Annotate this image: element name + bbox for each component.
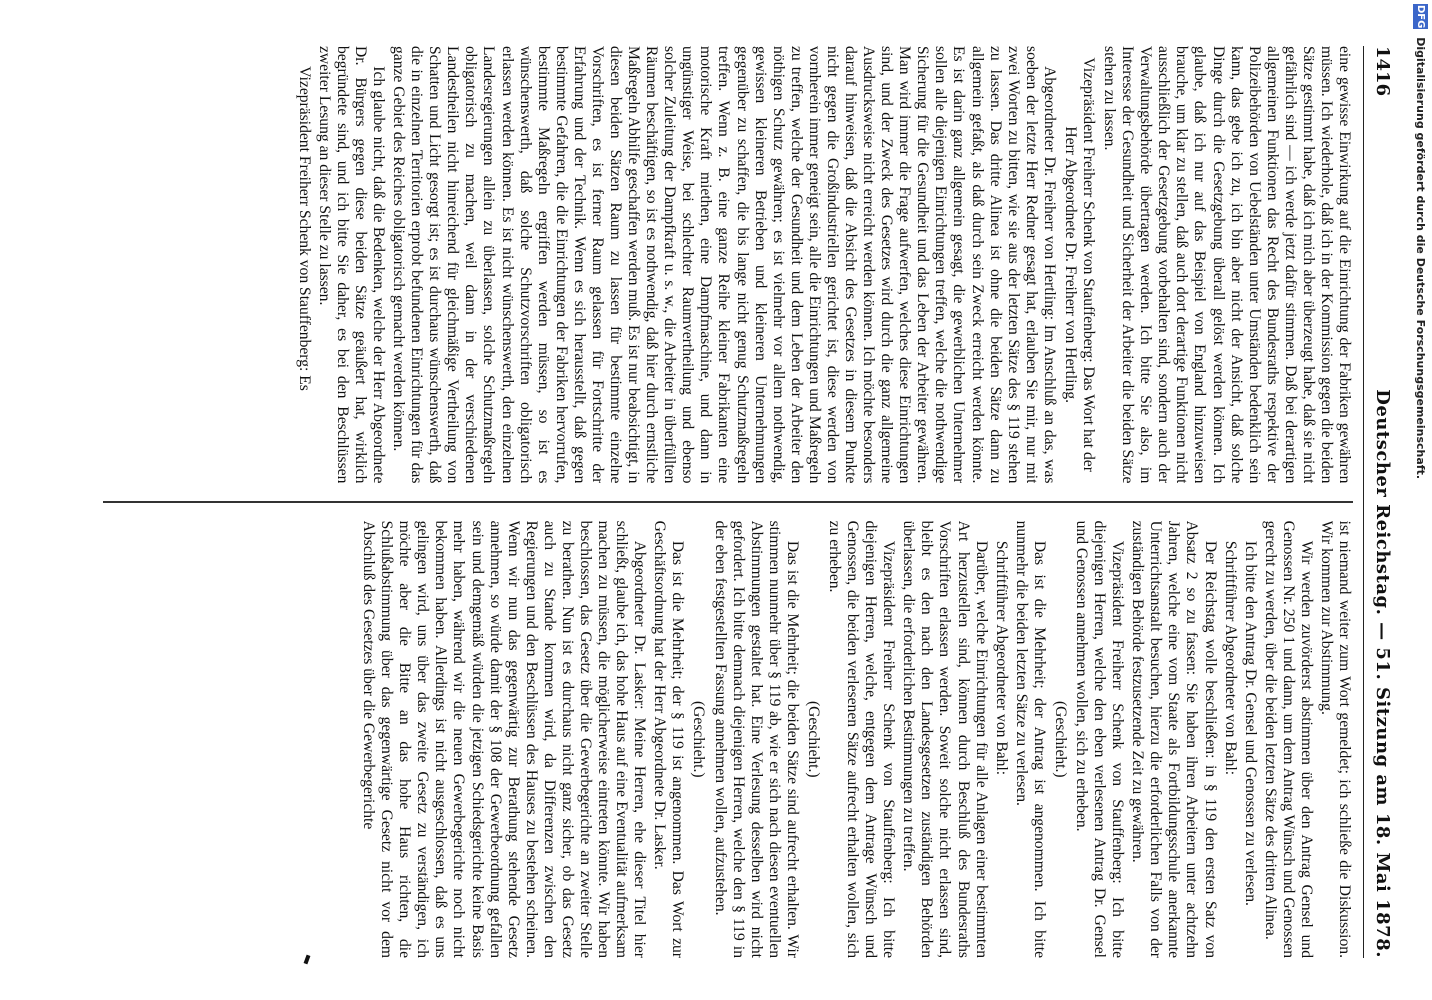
right-column — [103, 521, 1353, 958]
left-column — [103, 46, 1353, 483]
paragraph: Wir werden zuvörderst abstimmen über den Antrag Gensel und Genossen Nr. 250 1 und dann, um dem Antrag Wünsch und Genossen gerecht zu werden, über die beiden letzten Sätze des dritten Alinea. — [1261, 520, 1315, 958]
stage-direction: (Geschieht.) — [1051, 700, 1069, 778]
motion-text: Darüber, welche Einrichtungen für alle Anlagen einer bestimmten Art herzustellen sind, können durch Beschluß des Bundesraths Vorschriften erlassen werden. Soweit solche nicht erlassen sind, bleibt es den nach den Landesgesetzen zuständigen Behörden überlassen, die erforderlichen Bestimmungen zu treffen. — [900, 520, 990, 958]
paragraph: ist niemand weiter zum Wort gemeldet; ich schließe die Diskussion. Wir kommen zur Abstimmung. — [1318, 520, 1354, 958]
digitization-credit — [1413, 4, 1428, 479]
stage-direction: (Geschieht.) — [690, 700, 708, 778]
page-number: 1416 — [1372, 46, 1393, 97]
paragraph: Abgeordneter Dr. Lasker: Meine Herren, ehe dieser Titel hier schließt, glaube ich, das hohe Haus auf eine Eventualität aufmerksam machen zu müssen, die möglicherweise eintreten könnte. Wir haben beschlossen, das Gesetz über die Gewerbegerichte an zweiter Stelle zu berathen. Nun ist es durchaus nicht ganz sicher, ob das Gesetz auch zu Stande kommen wird, da Differenzen zwischen den Regierungen und den Beschlüssen des Hauses zu bestehen scheinen. Wenn wir nun das gegenwärtig zur Berathung stehende Gesetz annehmen, so würde damit der § 108 der Gewerbeordnung gefallen sein und demgemäß würden die jetzigen Schiedsgerichte keine Basis mehr haben, während wir die neuen Gewerbegerichte noch nicht bekommen haben. Allerdings ist nicht ausgeschlossen, daß es uns gelingen wird, uns über das zweite Gesetz zu verständigen, ich möchte aber die Bitte an das hohe Haus richten, die Schlußabstimmung über das gegenwärtige Gesetz nicht vor dem Abschluß des Gesetzes über die Gewerbegerichte — [360, 520, 649, 958]
speaker-heading: Vizepräsident Freiherr Schenk von Stauffenberg: Es — [295, 66, 313, 391]
dfg-logo: DFG — [1415, 5, 1426, 29]
speaker-heading: Vizepräsident Freiherr Schenk von Stauffenberg: Das Wort hat der Herr Abgeordnete Dr. Freiherr von Hertling. — [1061, 57, 1098, 472]
paragraph: Das ist die Mehrheit; die beiden Sätze sind aufrecht erhalten. Wir stimmen nunmehr über § 119 ab, wie er sich nach diesen eventuellen Abstimmungen gestaltet hat. Eine Verlesung desselben wird nicht gefordert. Ich bitte demnach diejenigen Herren, welche den § 119 in der eben festgestellten Fassung annehmen wollen, aufzustehen. — [711, 520, 801, 958]
two-column-body — [103, 46, 1353, 958]
speaker-heading: Schriftführer Abgeordneter von Bahl: — [992, 540, 1010, 776]
paragraph: Ich bitte den Antrag Dr. Gensel und Genossen zu verlesen. — [1241, 540, 1259, 906]
page-title: Deutscher Reichstag. — 51. Sitzung am 18. Mai 1878. — [1372, 389, 1393, 958]
page-header — [1363, 46, 1392, 958]
credit-text: Digitalisierung gefördert durch die Deutsche Forschungsgemeinschaft. — [1414, 37, 1427, 480]
column-divider — [103, 501, 1353, 502]
motion-text: Der Reichstag wolle beschließen: in § 119 den ersten Satz von Absatz 2 so zu fassen: Sie haben ihren Arbeitern unter achtzehn Jahren, welche eine vom Staate als Fortbildungsschule anerkannte Unterrichtsanstalt besuchen, hierzu die erforderlichen Falls von der zuständigen Behörde festzusetzende Zeit zu gewähren. — [1129, 520, 1219, 958]
paragraph: Das ist die Mehrheit; der Antrag ist angenommen. Ich bitte nunmehr die beiden letzten Sätze zu verlesen. — [1012, 520, 1048, 958]
paragraph: Abgeordneter Dr. Freiherr von Hertling: Im Anschluß an das, was soeben der letzte Herr Redner gesagt hat, erlauben Sie mir, nur mit zwei Worten zu bitten, wie sie aus der letzten Sätze des § 119 stehen zu lassen. Das dritte Alinea ist ohne die beiden Sätze dann zu allgemein gefaßt, als daß durch sein Zweck erreicht werden könnte. Es ist darin ganz allgemein gesagt, die gewerblichen Unternehmer sollen alle diejenigen Einrichtungen treffen, welche die nothwendige Sicherung für die Gesundheit und das Leben der Arbeiter gewähren. Man wird immer die Frage aufwerfen, welches diese Einrichtungen sind, und der Zweck des Gesetzes wird durch die ganz allgemeine Ausdrucksweise nicht erreicht werden können. Ich möchte besonders darauf hinweisen, daß die Absicht des Gesetzes in diesem Punkte nicht gegen die Großindustriellen gerichtet ist, diese werden von vornherein immer geneigt sein, alle die Einrichtungen und Maßregeln zu treffen, welche der Gesundheit und dem Leben der Arbeiter den nöthigen Schutz gewähren; es ist vielmehr vor allem nothwendig, gewissen kleineren Betrieben und kleineren Unternehmungen gegenüber zu schaffen, die bis lange nicht genug Schutzmaßregeln treffen. Wenn z. B. eine ganze Reihe kleiner Fabrikanten eine motorische Kraft miethen, eine Dampfmaschine, und dann in ungünstiger Weise, bei schlechter Raumvertheilung und ebenso solcher Zuleitung der Dampfkraft u. s. w., die Arbeiter in überfüllten Räumen beschäftigen, so ist es nothwendig, daß hier durch ernstliche Maßregeln Abhilfe geschaffen werden muß. Es ist nur beabsichtigt, in diesen beiden Sätzen Raum zu lassen für bestimmte einzelne Vorschriften, es ist ferner Raum gelassen für Fortschritte der Erfahrung und der Technik. Wenn es sich herausstellt, daß gegen bestimmte Gefahren, die die Einrichtungen der Fabriken hervorrufen, bestimmte Maßregeln ergriffen werden müssen, so ist es wünschenswerth, daß solche Schutzvorschriften obligatorisch erlassen werden können. Es ist nicht wünschenswerth, den einzelnen Landesregierungen allein zu überlassen, solche Schutzmaßregeln obligatorisch zu machen, weil dann in der verschiedenen Landestheilen nicht hinreichend für gleichmäßige Vertheilung von Schatten und Licht gesorgt ist; es ist durchaus wünschenswerth, daß die in einzelnen Territorien erprobt befundenen Einrichtungen für das ganze Gebiet des Reiches obligatorisch gemacht werden können. — [390, 46, 1058, 484]
speaker-heading: Vizepräsident Freiherr Schenk von Stauffenberg: Ich bitte diejenigen Herren, welche, entgegen dem Antrage Wünsch und Genossen, die beiden verlesenen Sätze aufrecht erhalten wollen, sich zu erheben. — [826, 520, 898, 958]
paragraph: Das ist die Mehrheit; der § 119 ist angenommen. Das Wort zur Geschäftsordnung hat der Herr Abgeordnete Dr. Lasker. — [651, 520, 687, 958]
paragraph: eine gewisse Einwirkung auf die Einrichtung der Fabriken gewähren müssen. Ich wiederhole, daß ich in der Kommission gegen die beiden Sätze gestimmt habe, daß ich mich aber überzeugt habe, daß sie nicht gefährlich sind — ich werde jetzt dafür stimmen. Daß bei derartigen allgemeinen Funktionen das Recht des Bundesraths respektive der Polizeibehörden von Uebelständen unter Umständen bedenklich sein kann, das gebe ich zu, ich bin aber nicht der Ansicht, daß solche Dinge durch die Gesetzgebung überall gelöst werden können. Ich glaube, daß ich nur auf das Beispiel von England hinzuweisen brauche, um klar zu stellen, daß auch dort derartige Funktionen nicht ausschließlich der Gesetzgebung vorbehalten sind, sondern auch der Verwaltungsbehörde übertragen werden. Ich bitte Sie also, im Interesse der Gesundheit und Sicherheit der Arbeiter die beiden Sätze stehen zu lassen. — [1101, 46, 1354, 484]
paragraph: Ich glaube nicht, daß die Bedenken, welche der Herr Abgeordnete Dr. Bürgers gegen diese beiden Sätze geäußert hat, wirklich begründete sind, und ich bitte Sie daher, es bei den Beschlüssen zweiter Lesung an dieser Stelle zu lassen. — [315, 46, 387, 484]
speaker-heading: Schriftführer Abgeordneter von Bahl: — [1221, 540, 1239, 776]
speaker-heading: Vizepräsident Freiherr Schenk von Stauffenberg: Ich bitte diejenigen Herren, welche den eben verlesenen Antrag Dr. Gensel und Genossen annehmen wollen, sich zu erheben. — [1073, 520, 1127, 958]
stage-direction: (Geschieht.) — [804, 700, 822, 778]
